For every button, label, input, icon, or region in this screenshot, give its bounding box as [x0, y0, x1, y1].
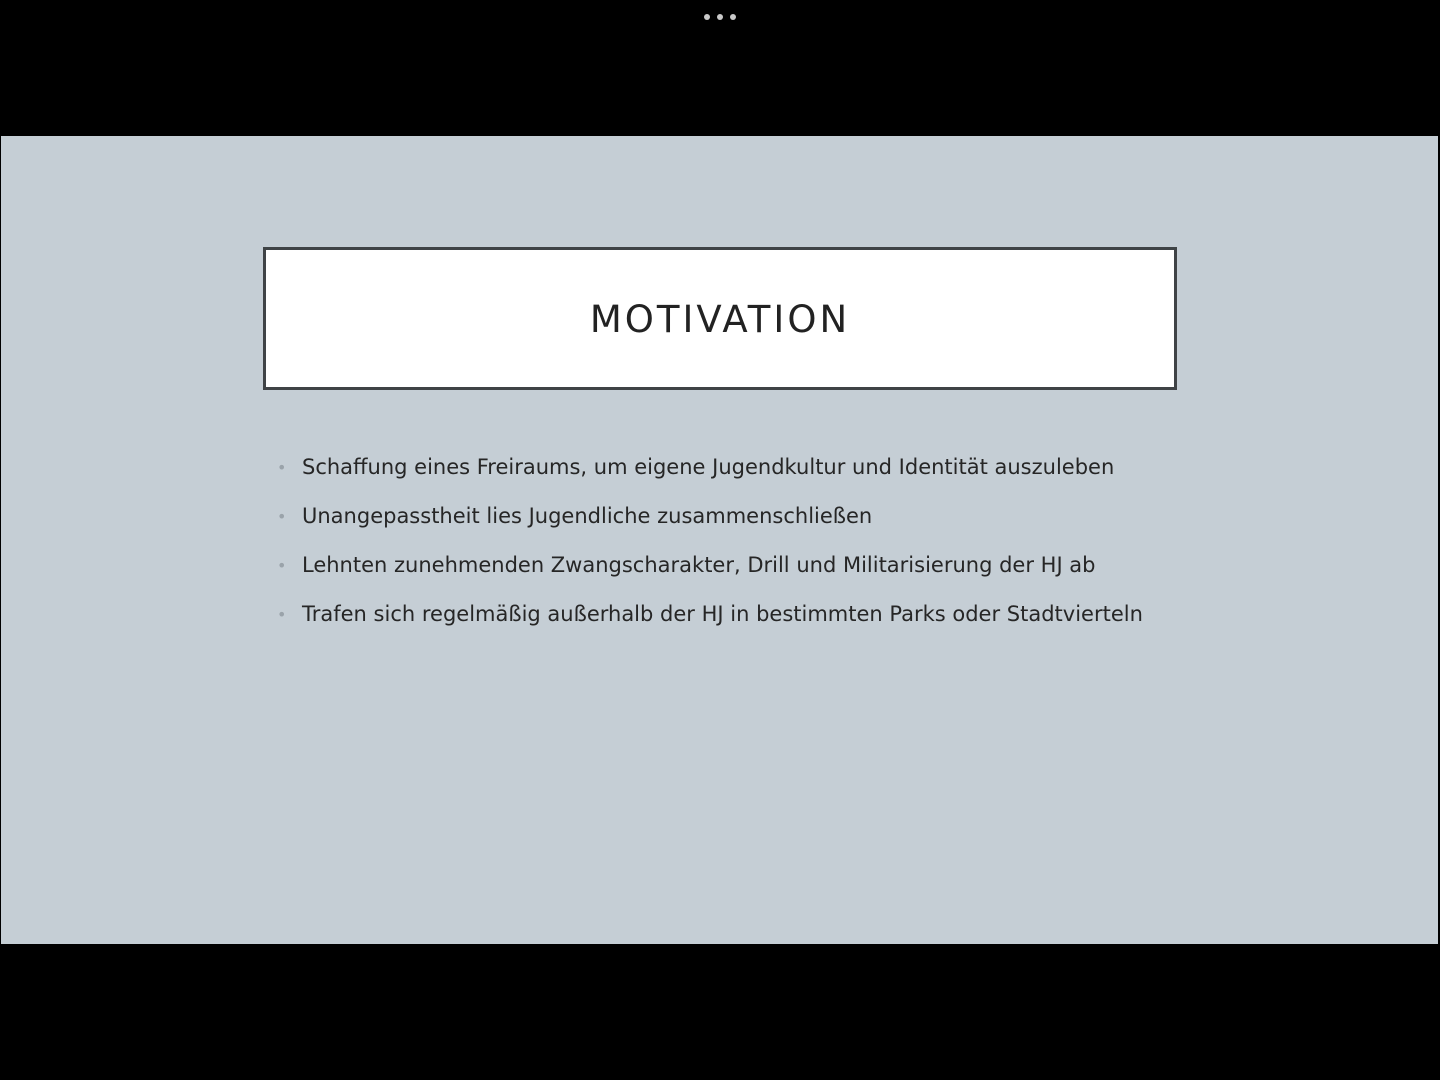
more-dot	[717, 14, 723, 20]
bullet-item	[277, 599, 1157, 630]
bullet-icon: •	[277, 458, 287, 477]
slide-title: MOTIVATION	[589, 298, 851, 341]
more-dot	[704, 14, 710, 20]
bullet-icon: •	[277, 556, 287, 575]
bullet-text: Schaffung eines Freiraums, um eigene Jugendkultur und Identität auszuleben	[302, 455, 1115, 479]
more-dot	[730, 14, 736, 20]
bullet-text: Unangepasstheit lies Jugendliche zusammenschließen	[302, 504, 873, 528]
bullet-text: Lehnten zunehmenden Zwangscharakter, Drill und Militarisierung der HJ ab	[302, 553, 1096, 577]
bullet-item	[277, 550, 1157, 581]
bullet-item	[277, 501, 1157, 532]
slide	[1, 136, 1438, 944]
bullet-list	[277, 452, 1157, 648]
title-box	[263, 247, 1177, 390]
bullet-text: Trafen sich regelmäßig außerhalb der HJ in bestimmten Parks oder Stadtvierteln	[302, 602, 1143, 626]
bullet-icon: •	[277, 605, 287, 624]
more-options-icon[interactable]	[704, 10, 736, 24]
bullet-item	[277, 452, 1157, 483]
bullet-icon: •	[277, 507, 287, 526]
